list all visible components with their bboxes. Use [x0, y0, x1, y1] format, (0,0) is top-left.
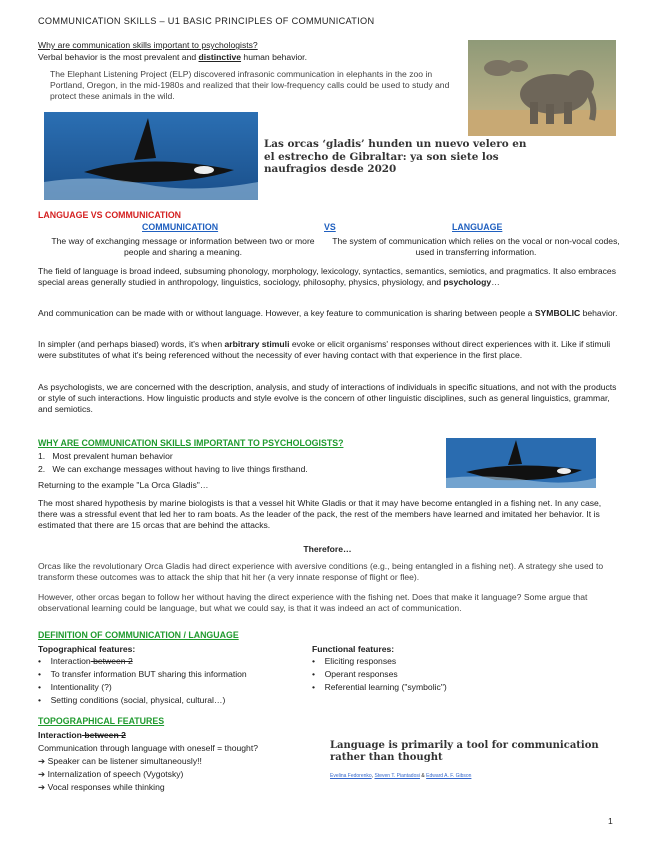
orca-icon [44, 112, 258, 200]
list-item: ➔ Vocal responses while thinking [38, 782, 165, 792]
communication-definition: The way of exchanging message or information between two or more people and sharing a meaning. [51, 236, 315, 257]
arrow-icon: ➔ [38, 782, 46, 792]
orca-photo-middle [446, 438, 596, 488]
returning-example: Returning to the example "La Orca Gladis"… [38, 480, 209, 490]
paragraph-language-field: The field of language is broad indeed, subsuming phonology, morphology, lexicology, syntactics, semantics, semiotics, and pragmatics. It also embraces special areas generally studied in anthropology, linguistics, sociology, philosophy, physics, physiology, and psychology… [38, 266, 616, 287]
list-item: • Intentionality (?) [38, 682, 112, 692]
why-title: WHY ARE COMMUNICATION SKILLS IMPORTANT TO PSYCHOLOGISTS? [38, 438, 344, 448]
lvc-title: LANGUAGE VS COMMUNICATION [38, 210, 182, 220]
list-item: • Interaction between 2 [38, 656, 133, 666]
definition-title: DEFINITION OF COMMUNICATION / LANGUAGE [38, 630, 239, 640]
list-item: • Setting conditions (social, physical, cultural…) [38, 695, 226, 705]
page-number: 1 [608, 816, 613, 826]
list-item: • Operant responses [312, 669, 398, 679]
list-item: • Referential learning ("symbolic") [312, 682, 447, 692]
paragraph-psychologists: As psychologists, we are concerned with the description, analysis, and study of interactions of individuals in specific situations, and not with the products or style of such interactions. How linguistic products and style evolve is the concern of other linguistic disciplines, such as general linguistics, grammar, and semiotics. [38, 382, 617, 414]
therefore-label: Therefore… [303, 544, 352, 554]
elephant-photo [468, 40, 616, 136]
arrow-icon: ➔ [38, 769, 46, 779]
topographical-title: TOPOGRAPHICAL FEATURES [38, 716, 165, 726]
article-title: Language is primarily a tool for communication rather than thought [330, 740, 599, 763]
orca-photo-top [44, 112, 258, 200]
author-link[interactable]: Edward A. F. Gibson [426, 773, 472, 779]
list-item: ➔ Internalization of speech (Vygotsky) [38, 769, 184, 779]
article-authors: Evelina Fedorenko, Steven T. Piantadosi & Edward A. F. Gibson [330, 773, 472, 779]
list-item: ➔ Speaker can be listener simultaneously!! [38, 756, 202, 766]
why-list [38, 451, 418, 475]
author-link[interactable]: Evelina Fedorenko [330, 773, 372, 779]
elephant-icon [468, 40, 616, 136]
elp-paragraph: The Elephant Listening Project (ELP) discovered infrasonic communication in elephants in the zoo in Portland, Oregon, in the mid-1980s and realized that their low-frequency calls could be used to study and protect these animals in the wild. [50, 69, 450, 101]
news-headline: Las orcas ‘gladis’ hunden un nuevo velero en el estrecho de Gibraltar: ya son siete los naufragios desde 2020 [264, 138, 527, 175]
paragraph-symbolic: And communication can be made with or without language. However, a key feature to communication is sharing between people a SYMBOLIC behavior. [38, 308, 618, 318]
topographical-features-title: Topographical features: [38, 644, 136, 654]
interaction-subtitle: Interaction between 2 [38, 730, 126, 740]
verbal-behavior-line: Verbal behavior is the most prevalent and distinctive human behavior. [38, 52, 307, 62]
col-communication: COMMUNICATION [142, 222, 219, 232]
topographical-arrow-list [38, 756, 318, 793]
paragraph-arbitrary-stimuli: In simpler (and perhaps biased) words, it's when arbitrary stimuli evoke or elicit organisms' responses without direct experiences with it. Like if stimuli were substitutes of what it's being referenced without the necessity of ever having contact with that experience in the first place. [38, 339, 611, 360]
arrow-icon: ➔ [38, 756, 46, 766]
hypothesis-paragraph: The most shared hypothesis by marine biologists is that a vessel hit White Gladis or that it may have become entangled in a fishing net. In any case, there was a stressful event that led her to ram boats. As the leader of the pack, the rest of the members have learned and imitated her behavior. It is estimated that there are 15 orcas that are behind the attacks. [38, 498, 602, 530]
col-language: LANGUAGE [452, 222, 503, 232]
col-vs: VS [324, 222, 336, 232]
language-definition: The system of communication which relies on the vocal or non-vocal codes, used in transferring information. [332, 236, 620, 257]
orcas-like-paragraph: Orcas like the revolutionary Orca Gladis had direct experience with aversive conditions (e.g., being entangled in a fishing net). A strategy she used to transform these outcomes was to attack the ship that hit her (a very innate response of flight or flee). [38, 561, 604, 582]
functional-features-list [312, 656, 572, 693]
topographical-features-list [38, 656, 308, 706]
thought-question: Communication through language with oneself = thought? [38, 743, 259, 753]
page-header: COMMUNICATION SKILLS – U1 BASIC PRINCIPLES OF COMMUNICATION [38, 16, 375, 26]
list-item: 2. We can exchange messages without having to live things firsthand. [38, 464, 308, 474]
functional-features-title: Functional features: [312, 644, 395, 654]
intro-question: Why are communication skills important to psychologists? [38, 40, 258, 50]
author-link[interactable]: Steven T. Piantadosi [374, 773, 420, 779]
list-item: • Eliciting responses [312, 656, 397, 666]
orca-icon [446, 438, 596, 488]
however-paragraph: However, other orcas began to follow her without having the direct experience with the fishing net. Does that make it language? Some argue that observational learning could be language, but what we could say, is that it was indeed an act of communication. [38, 592, 588, 613]
list-item: • To transfer information BUT sharing this information [38, 669, 247, 679]
list-item: 1. Most prevalent human behavior [38, 451, 173, 461]
